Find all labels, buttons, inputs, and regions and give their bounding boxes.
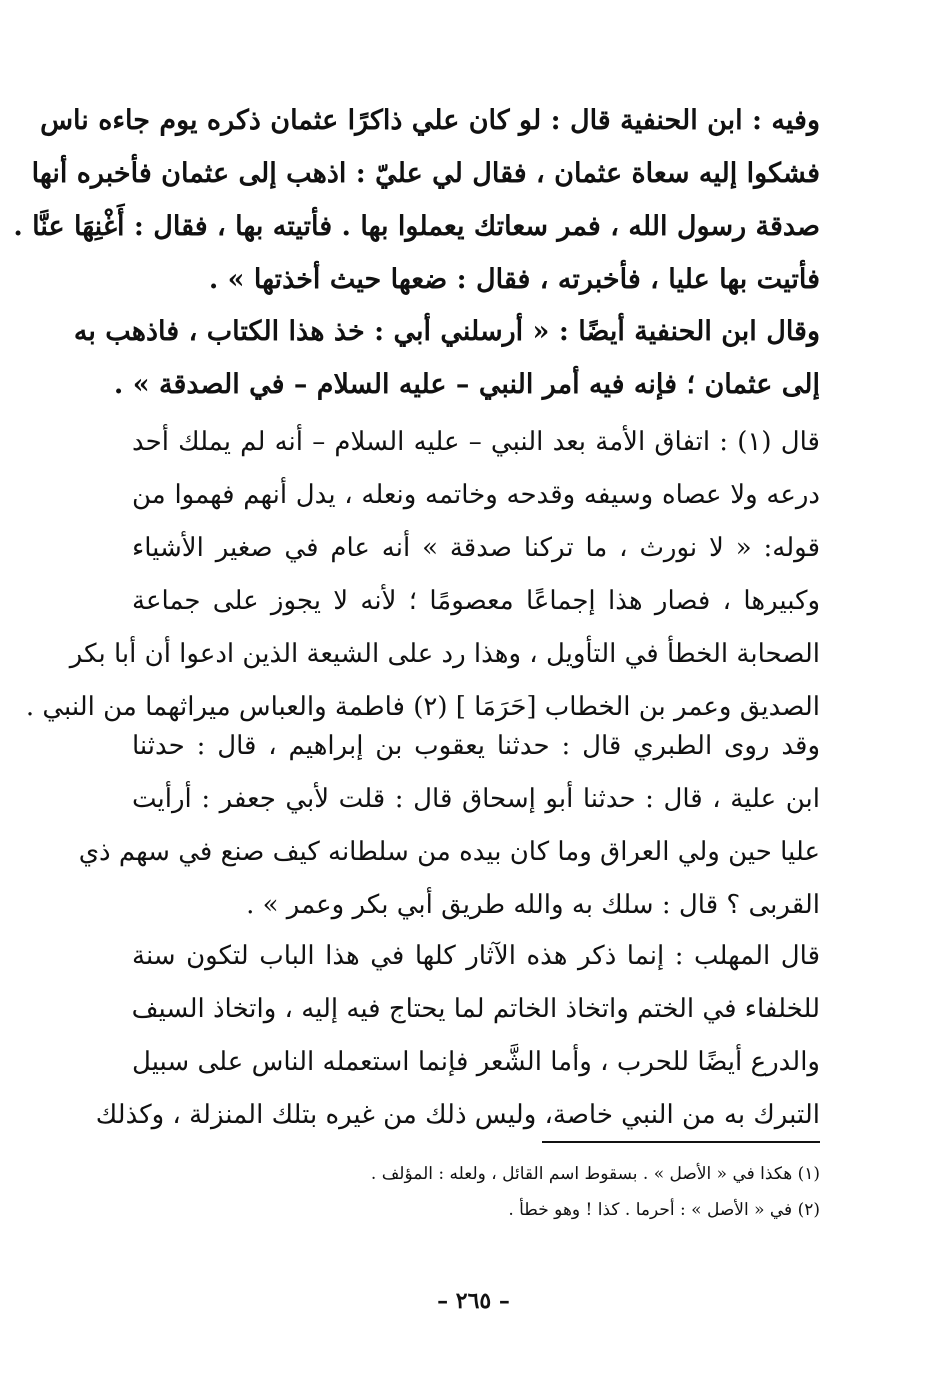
text-line: الصديق وعمر بن الخطاب [حَرَمَا ] (٢) فاطمة والعباس ميراثهما من النبي . [25, 692, 820, 722]
text-line: للخلفاء في الختم واتخاذ الخاتم لما يحتاج فيه إليه ، واتخاذ السيف [131, 994, 820, 1024]
page-number: – ٢٦٥ – [437, 1288, 510, 1314]
text-line: الصحابة الخطأ في التأويل ، وهذا رد على الشيعة الذين ادعوا أن أبا بكر [69, 639, 820, 669]
footnote-1: (١) هكذا في « الأصل » . بسقوط اسم القائل ، ولعله : المؤلف . [370, 1164, 820, 1184]
text-line: وكبيرها ، فصار هذا إجماعًا معصومًا ؛ لأنه لا يجوز على جماعة [132, 586, 820, 616]
paragraph-muhallab [95, 930, 820, 1142]
text-line: وقد روى الطبري قال : حدثنا يعقوب بن إبراهيم ، قال : حدثنا [132, 731, 820, 761]
paragraph-ittifaq-al-umma [25, 416, 820, 734]
paragraph-ibn-hanafiyya-kitab [73, 305, 820, 411]
footnote-2: (٢) في « الأصل » : أحرما . كذا ! وهو خطأ . [508, 1200, 820, 1220]
text-line: وقال ابن الحنفية أيضًا : « أرسلني أبي : خذ هذا الكتاب ، فاذهب به [73, 316, 820, 347]
text-line: إلى عثمان ؛ فإنه فيه أمر النبي – عليه السلام – في الصدقة » . [113, 369, 820, 400]
text-line: القربى ؟ قال : سلك به والله طريق أبي بكر وعمر » . [246, 890, 820, 920]
text-line: قال (١) : اتفاق الأمة بعد النبي – عليه السلام – أنه لم يملك أحد [132, 427, 820, 457]
text-line: عليا حين ولي العراق وما كان بيده من سلطانه كيف صنع في سهم ذي [78, 837, 820, 867]
text-line: التبرك به من النبي خاصة، وليس ذلك من غيره بتلك المنزلة ، وكذلك [95, 1100, 820, 1130]
footnotes [250, 1156, 820, 1228]
text-line: درعه ولا عصاه وسيفه وقدحه وخاتمه ونعله ، يدل أنهم فهموا من [132, 480, 820, 510]
text-line: قوله: « لا نورث ، ما تركنا صدقة » أنه عام في صغير الأشياء [132, 533, 820, 563]
paragraph-tabari-riwaya [78, 720, 820, 932]
text-line: والدرع أيضًا للحرب ، وأما الشَّعر فإنما استعمله الناس على سبيل [132, 1047, 820, 1077]
text-line: وفيه : ابن الحنفية قال : لو كان علي ذاكرًا عثمان ذكره يوم جاءه ناس [40, 105, 820, 136]
footnote-divider [542, 1141, 820, 1143]
paragraph-ibn-hanafiyya-sa3at [13, 94, 820, 306]
text-line: قال المهلب : إنما ذكر هذه الآثار كلها في هذا الباب لتكون سنة [132, 941, 820, 971]
text-line: فشكوا إليه سعاة عثمان ، فقال لي عليّ : اذهب إلى عثمان فأخبره أنها [31, 158, 820, 189]
text-line: ابن علية ، قال : حدثنا أبو إسحاق قال : قلت لأبي جعفر : أرأيت [132, 784, 820, 814]
text-line: فأتيت بها عليا ، فأخبرته ، فقال : ضعها حيث أخذتها » . [208, 264, 820, 295]
text-line: صدقة رسول الله ، فمر سعاتك يعملوا بها . فأتيته بها ، فقال : أَغْنِهَا عنَّا . [13, 211, 820, 242]
